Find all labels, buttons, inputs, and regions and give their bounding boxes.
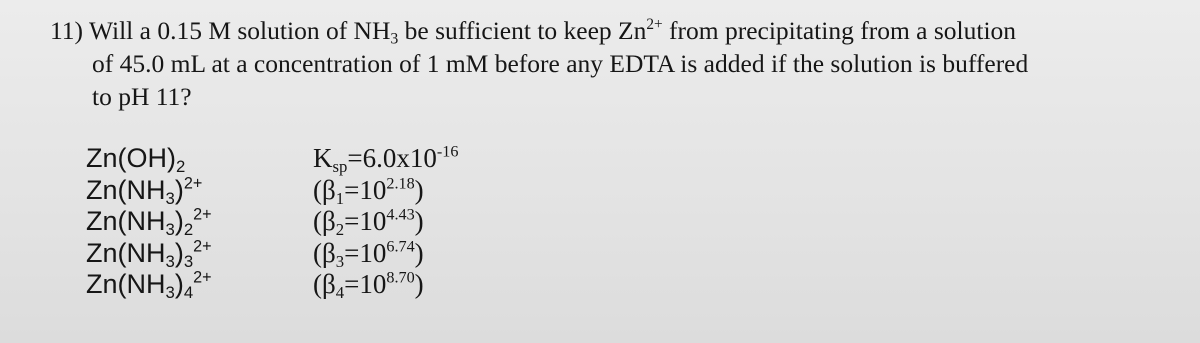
question-line-3: to pH 11? bbox=[92, 82, 192, 111]
constant-beta-3: $(\beta_3=10^{6.74})$ bbox=[313, 236, 424, 271]
constant-beta-2: $(\beta_2=10^{4.43})$ bbox=[313, 205, 424, 240]
species-zn-nh3-1: $Zn(NH_3)^{2+}$ bbox=[86, 173, 203, 208]
constant-ksp: $K_{sp}=6.0x10^{-16}$ bbox=[313, 142, 459, 177]
species-list bbox=[86, 143, 212, 301]
species-zn-nh3-2: $Zn(NH_3)_2^{2+}$ bbox=[86, 205, 212, 240]
constant-beta-4: $(\beta_4=10^{8.70})$ bbox=[313, 268, 424, 303]
species-zn-nh3-4: $Zn(NH_3)_4^{2+}$ bbox=[86, 268, 212, 303]
species-zn-nh3-3: $Zn(NH_3)_3^{2+}$ bbox=[86, 236, 212, 271]
constant-beta-1: $(\beta_1=10^{2.18})$ bbox=[313, 173, 424, 208]
question-line-2: of 45.0 mL at a concentration of 1 mM before any EDTA is added if the solution is buffered bbox=[92, 49, 1029, 78]
question-line-1: 11) Will a 0.15 M solution of $NH_3$ be sufficient to keep $Zn^{2+}$ from precipitating from a solution bbox=[50, 16, 1017, 48]
constants-list bbox=[313, 143, 458, 301]
question-number: 11) bbox=[50, 16, 84, 45]
question-text bbox=[50, 14, 1170, 113]
species-zn-oh-2: $Zn(OH)_2$ bbox=[86, 143, 186, 177]
